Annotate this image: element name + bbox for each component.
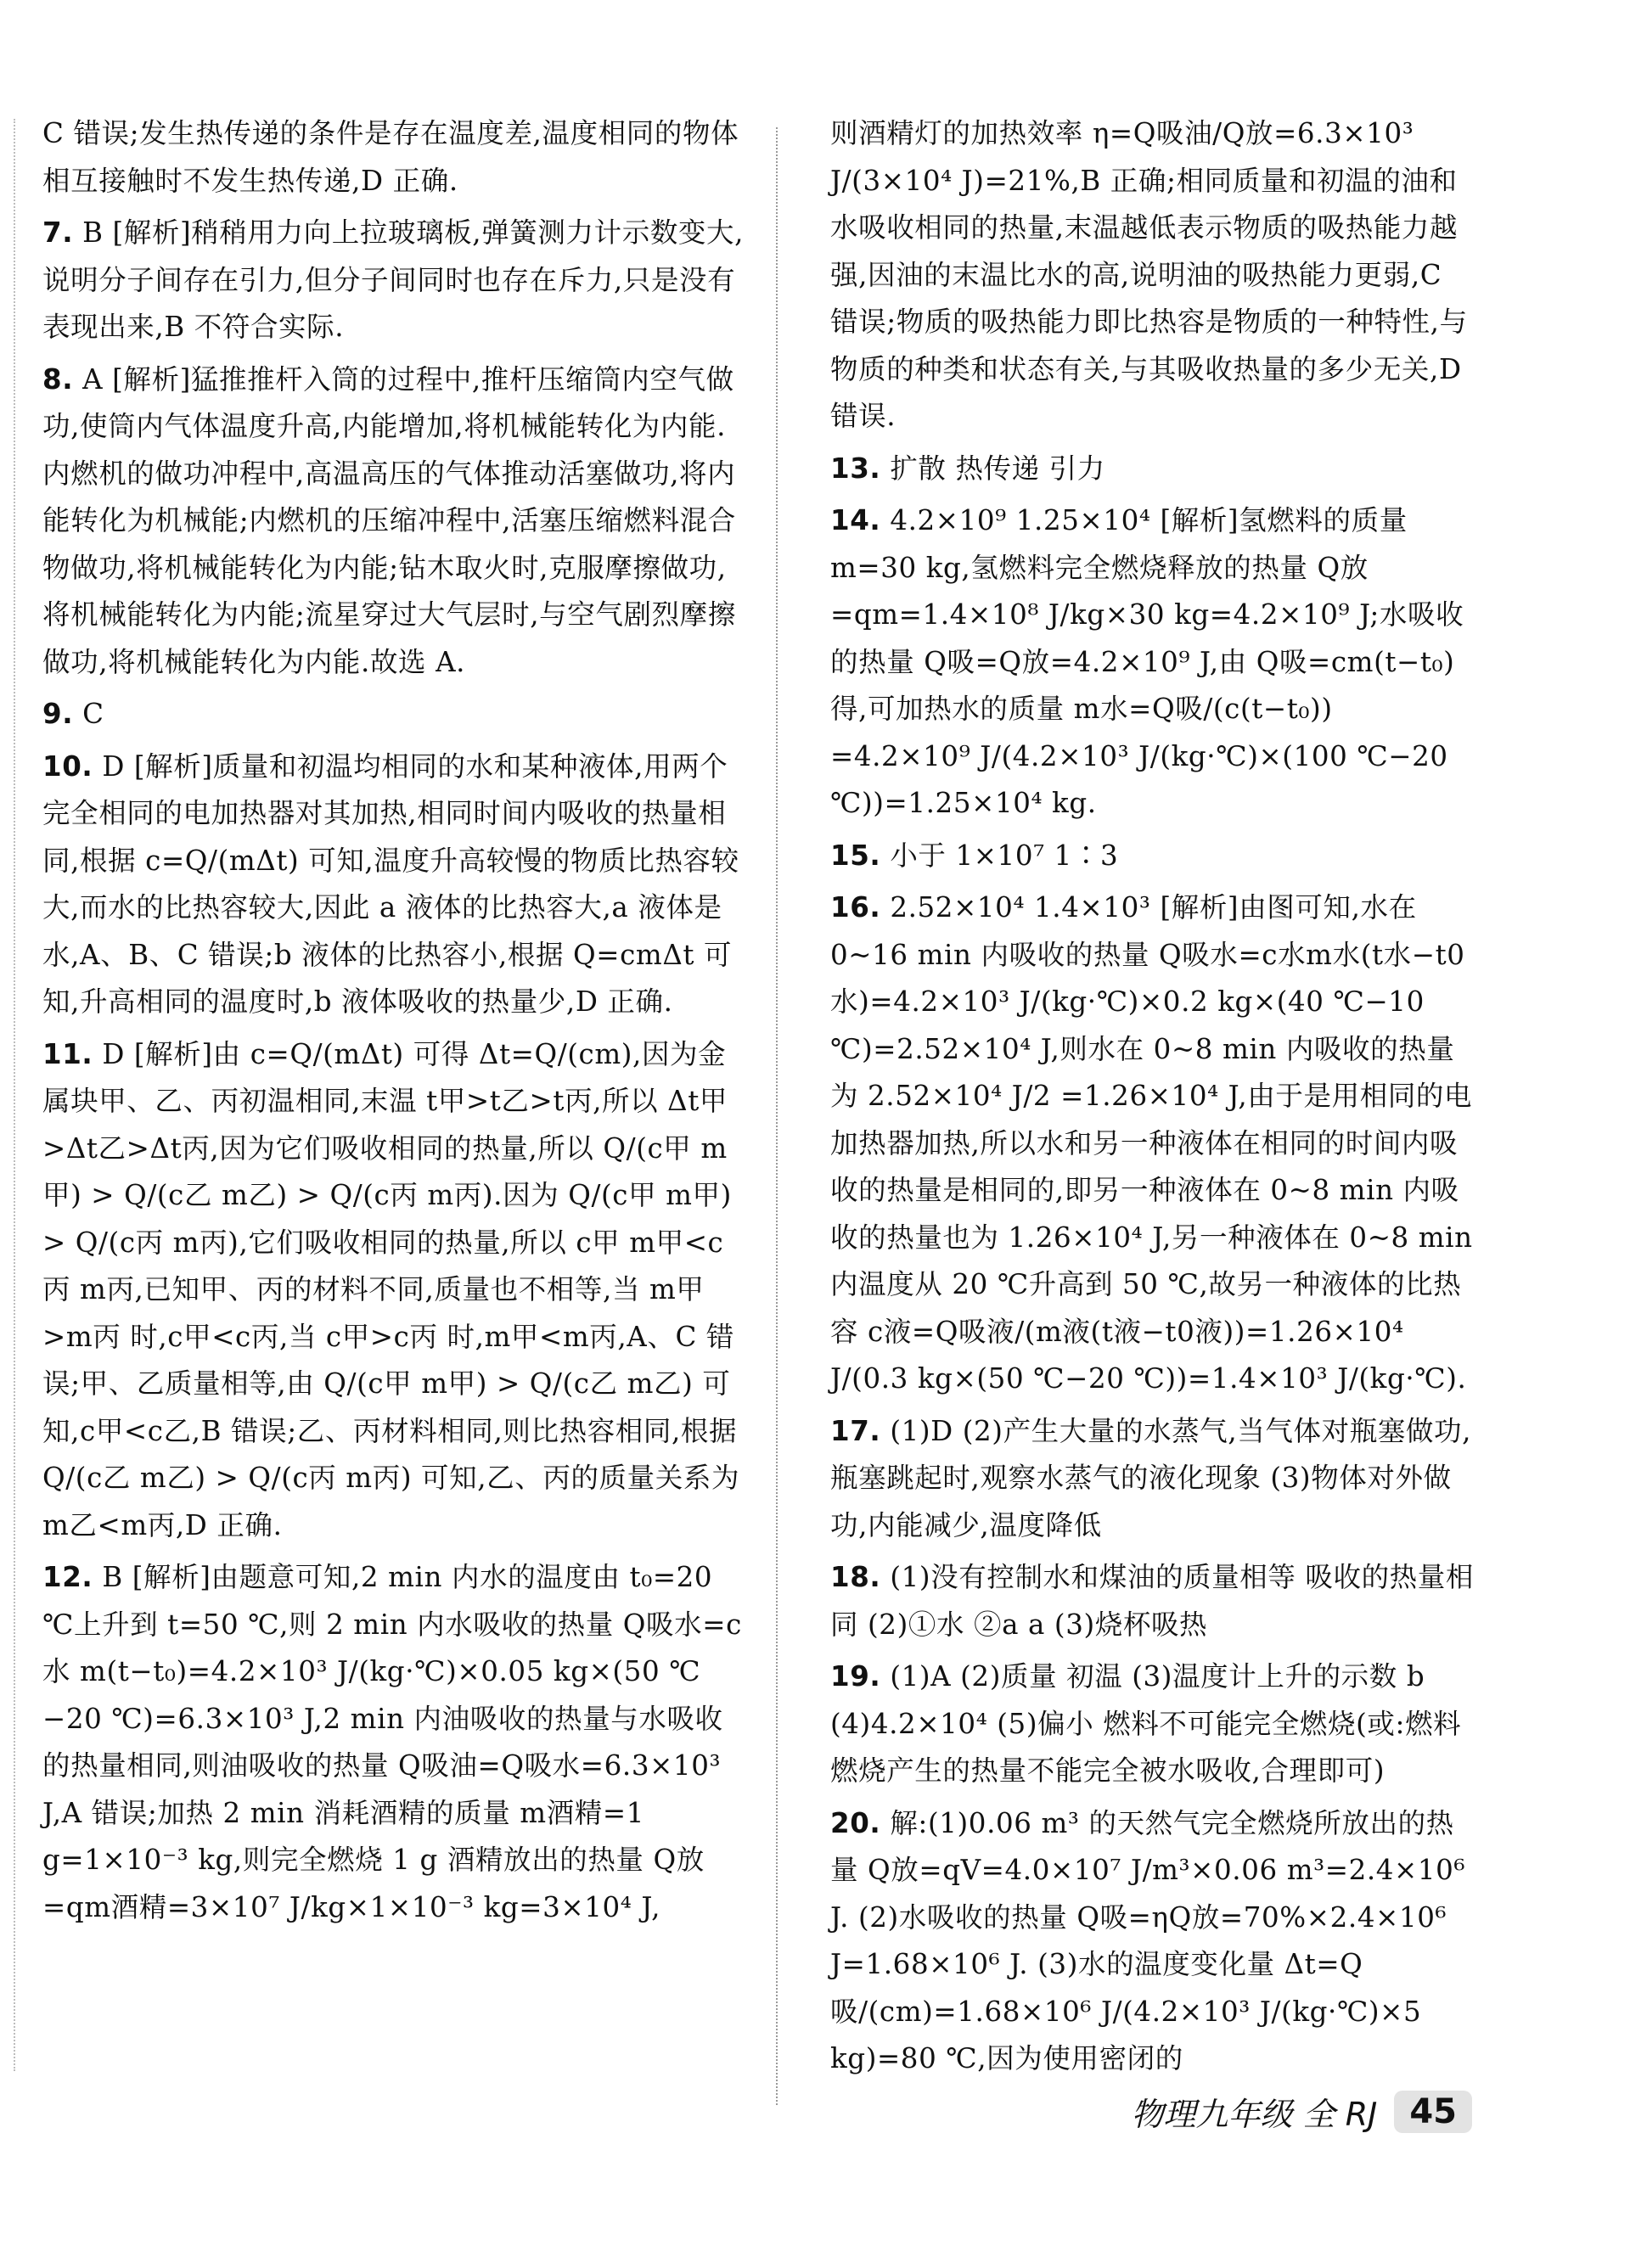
answer-text: B [解析]稍稍用力向上拉玻璃板,弹簧测力计示数变大,说明分子间存在引力,但分子间同时也存在斥力,只是没有表现出来,B 不符合实际. [42,216,745,343]
answer-item [830,1653,1475,1795]
answer-number: 9. [42,698,74,730]
answer-text: C 错误;发生热传递的条件是存在温度差,温度相同的物体相互接触时不发生热传递,D 正确. [42,117,739,197]
answer-number: 16. [830,891,881,923]
answer-item [830,833,1475,880]
answer-item [42,1031,747,1550]
answer-item [42,744,747,1026]
answer-item [42,1554,747,1931]
answer-item [830,446,1475,493]
answer-item [42,356,747,687]
answer-item [830,1408,1475,1550]
answer-item [42,210,747,351]
answer-text: 扩散 热传递 引力 [890,452,1105,485]
answer-item [830,497,1475,828]
right-column [830,110,1475,2088]
answer-text: C [82,698,104,730]
page-number: 45 [1394,2091,1472,2133]
footer-subject: 物理九年级 全 RJ [1131,2096,1378,2133]
answer-item [42,691,747,738]
answer-item [830,884,1475,1403]
answer-text: D [解析]由 c=Q/(mΔt) 可得 Δt=Q/(cm),因为金属块甲、乙、丙初温相同,末温 t甲>t乙>t丙,所以 Δt甲>Δt乙>Δt丙,因为它们吸收相同的热量,所以 Q/(c甲 m甲) > Q/(c乙 m乙) > Q/(c丙 m丙).因为 Q/(c甲 m甲) > Q/(c丙 m丙),它们吸收相同的热量,所以 c甲 m甲<c丙 m丙,已知甲、丙的材料不同,质量也不相等,当 m甲>m丙 时,c甲<c丙,当 c甲>c丙 时,m甲<m丙,A、C 错误;甲、乙质量相等,由 Q/(c甲 m甲) > Q/(c乙 m乙) 可知,c甲<c乙,B 错误;乙、丙材料相同,则比热容相同,根据 Q/(c乙 m乙) > Q/(c丙 m丙) 可知,乙、丙的质量关系为 m乙<m丙,D 正确. [42,1037,740,1541]
answer-item [830,110,1475,441]
answer-number: 14. [830,504,881,536]
answer-text: 则酒精灯的加热效率 η=Q吸油/Q放=6.3×10³ J/(3×10⁴ J)=21%,B 正确;相同质量和初温的油和水吸收相同的热量,末温越低表示物质的吸热能力越强,因油的末温比水的高,说明油的吸热能力更弱,C 错误;物质的吸热能力即比热容是物质的一种特性,与物质的种类和状态有关,与其吸收热量的多少无关,D 错误. [830,117,1468,432]
answer-number: 10. [42,749,93,783]
answer-number: 13. [830,452,881,485]
answer-number: 12. [42,1561,93,1593]
answer-number: 19. [830,1660,881,1693]
answer-item [830,1554,1475,1648]
answer-item [830,1800,1475,2083]
answer-number: 18. [830,1561,881,1593]
answer-text: (1)D (2)产生大量的水蒸气,当气体对瓶塞做功,瓶塞跳起时,观察水蒸气的液化现象 (3)物体对外做功,内能减少,温度降低 [830,1414,1472,1541]
answer-number: 7. [42,216,74,249]
answer-text: 4.2×10⁹ 1.25×10⁴ [解析]氢燃料的质量 m=30 kg,氢燃料完全燃烧释放的热量 Q放=qm=1.4×10⁸ J/kg×30 kg=4.2×10⁹ J;水吸收的热量 Q吸=Q放=4.2×10⁹ J,由 Q吸=cm(t−t₀)得,可加热水的质量 m水=Q吸/(c(t−t₀)) =4.2×10⁹ J/(4.2×10³ J/(kg·℃)×(100 ℃−20 ℃))=1.25×10⁴ kg. [830,504,1464,819]
page-footer [1132,2088,1472,2135]
answer-number: 15. [830,839,881,872]
answer-number: 8. [42,362,74,396]
answer-number: 17. [830,1414,881,1447]
left-column [42,110,747,1936]
answer-text: 解:(1)0.06 m³ 的天然气完全燃烧所放出的热量 Q放=qV=4.0×10⁷ J/m³×0.06 m³=2.4×10⁶ J. (2)水吸收的热量 Q吸=ηQ放=70%×2.4×10⁶ J=1.68×10⁶ J. (3)水的温度变化量 Δt=Q吸/(cm)=1.68×10⁶ J/(4.2×10³ J/(kg·℃)×5 kg)=80 ℃,因为使用密闭的 [830,1806,1466,2074]
answer-text: D [解析]质量和初温均相同的水和某种液体,用两个完全相同的电加热器对其加热,相同时间内吸收的热量相同,根据 c=Q/(mΔt) 可知,温度升高较慢的物质比热容较大,而水的比热容较大,因此 a 液体的比热容大,a 液体是水,A、B、C 错误;b 液体的比热容小,根据 Q=cmΔt 可知,升高相同的温度时,b 液体吸收的热量少,D 正确. [42,749,739,1018]
column-divider [776,127,778,2105]
answer-text: 小于 1×10⁷ 1∶3 [890,839,1119,872]
answer-text: 2.52×10⁴ 1.4×10³ [解析]由图可知,水在 0~16 min 内吸收的热量 Q吸水=c水m水(t水−t0水)=4.2×10³ J/(kg·℃)×0.2 kg×(40 ℃−10 ℃)=2.52×10⁴ J,则水在 0~8 min 内吸收的热量为 2.52×10⁴ J/2 =1.26×10⁴ J,由于是用相同的电加热器加热,所以水和另一种液体在相同的时间内吸收的热量是相同的,即另一种液体在 0~8 min 内吸收的热量也为 1.26×10⁴ J,另一种液体在 0~8 min 内温度从 20 ℃升高到 50 ℃,故另一种液体的比热容 c液=Q吸液/(m液(t液−t0液))=1.26×10⁴ J/(0.3 kg×(50 ℃−20 ℃))=1.4×10³ J/(kg·℃). [830,891,1473,1395]
margin-dotted-line [14,119,15,2071]
answer-text: B [解析]由题意可知,2 min 内水的温度由 t₀=20 ℃上升到 t=50 ℃,则 2 min 内水吸收的热量 Q吸水=c水 m(t−t₀)=4.2×10³ J/(kg·℃)×0.05 kg×(50 ℃−20 ℃)=6.3×10³ J,2 min 内油吸收的热量与水吸收的热量相同,则油吸收的热量 Q吸油=Q吸水=6.3×10³ J,A 错误;加热 2 min 消耗酒精的质量 m酒精=1 g=1×10⁻³ kg,则完全燃烧 1 g 酒精放出的热量 Q放=qm酒精=3×10⁷ J/kg×1×10⁻³ kg=3×10⁴ J, [42,1561,742,1923]
answer-number: 11. [42,1037,93,1070]
answer-number: 20. [830,1806,881,1839]
answer-text: A [解析]猛推推杆入筒的过程中,推杆压缩筒内空气做功,使筒内气体温度升高,内能增加,将机械能转化为内能.内燃机的做功冲程中,高温高压的气体推动活塞做功,将内能转化为机械能;内燃机的压缩冲程中,活塞压缩燃料混合物做功,将机械能转化为内能;钻木取火时,克服摩擦做功,将机械能转化为内能;流星穿过大气层时,与空气剧烈摩擦做功,将机械能转化为内能.故选 A. [42,362,736,678]
answer-item [42,110,747,205]
answer-text: (1)A (2)质量 初温 (3)温度计上升的示数 b (4)4.2×10⁴ (5)偏小 燃料不可能完全燃烧(或:燃料燃烧产生的热量不能完全被水吸收,合理即可) [830,1660,1462,1787]
answer-text: (1)没有控制水和煤油的质量相等 吸收的热量相同 (2)①水 ②a a (3)烧杯吸热 [830,1561,1474,1641]
